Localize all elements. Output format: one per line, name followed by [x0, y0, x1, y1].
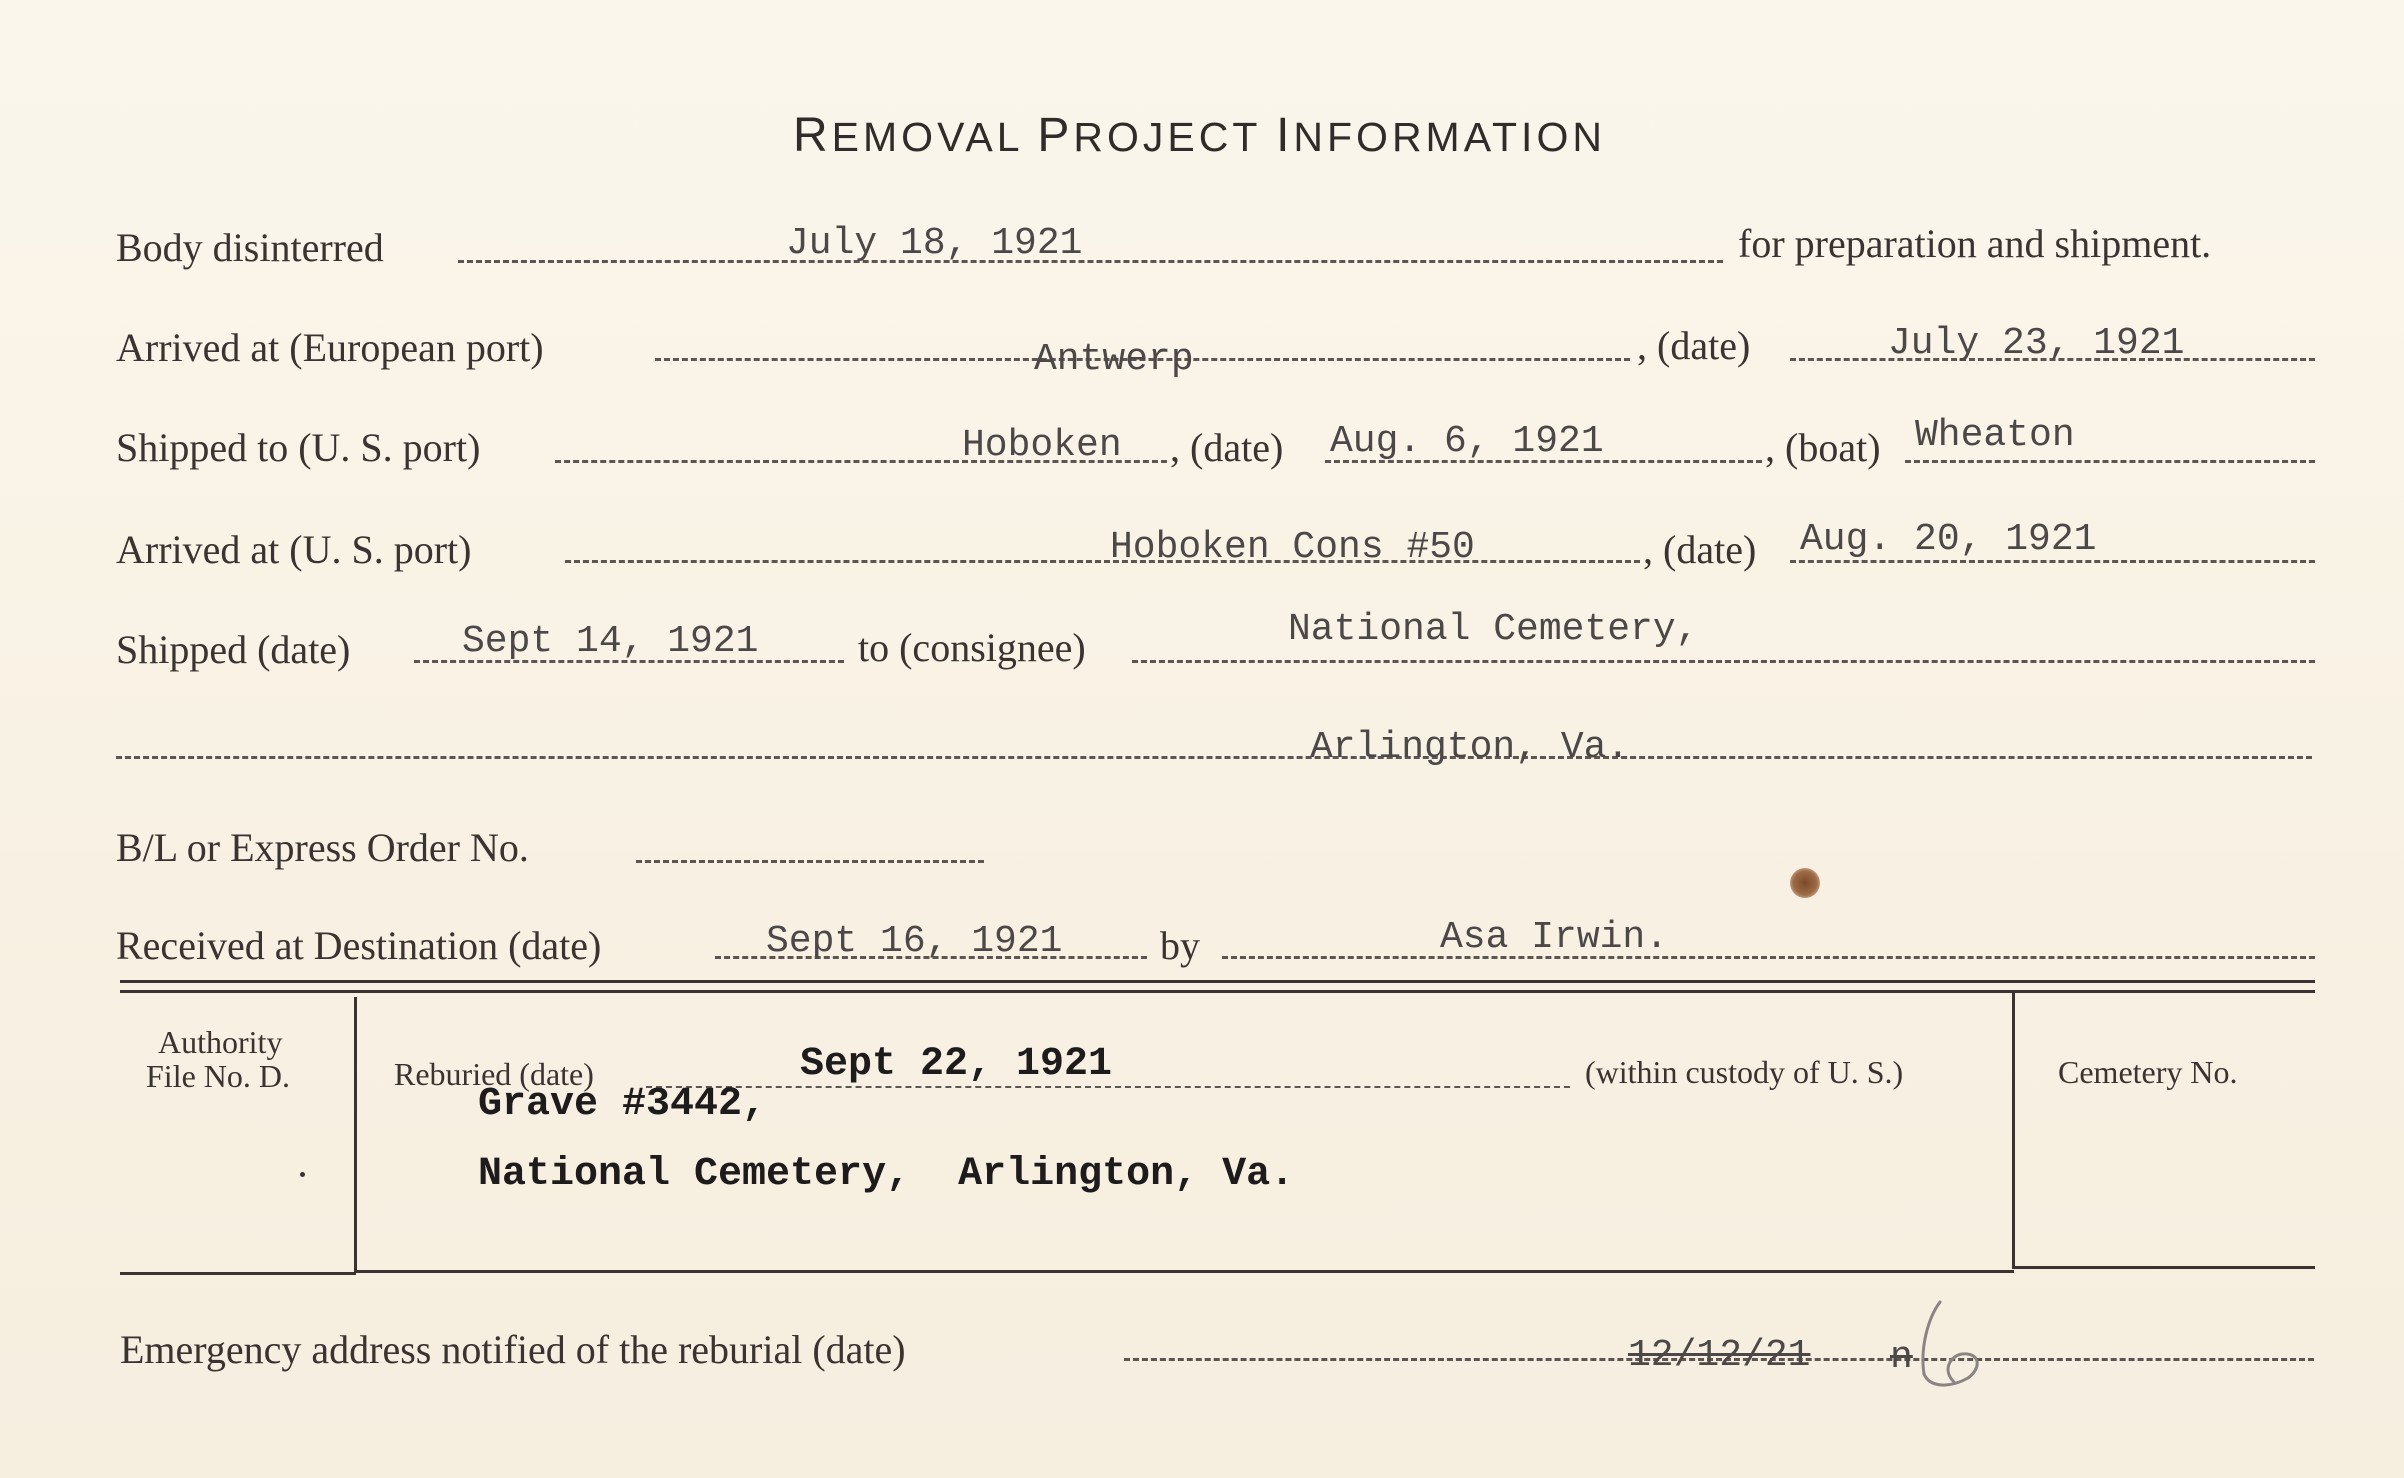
box-bottom-rule-left [120, 1272, 356, 1275]
handwritten-mark-icon [1910, 1288, 2010, 1398]
consignee-line-2 [116, 756, 2312, 759]
bl-order-label: B/L or Express Order No. [116, 825, 529, 870]
shipped-date-value: Sept 14, 1921 [462, 620, 759, 663]
arrived-european-value: Antwerp [1034, 338, 1194, 381]
arrived-us-date-label: , (date) [1643, 527, 1757, 572]
body-disinterred-line [458, 260, 1723, 263]
box-top-rule-2 [120, 990, 2315, 993]
emergency-initials: n [1890, 1336, 1913, 1379]
arrived-us-label: Arrived at (U. S. port) [116, 527, 472, 572]
arrived-european-date-label: , (date) [1637, 323, 1751, 368]
arrived-us-line [565, 560, 1640, 563]
shipped-to-us-value: Hoboken [962, 424, 1122, 467]
arrived-european-date-value: July 23, 1921 [1888, 322, 2185, 365]
consignee-line [1132, 660, 2315, 663]
authority-label-1: Authority [158, 1024, 283, 1060]
cemetery-no-label: Cemetery No. [2058, 1054, 2238, 1090]
received-by-line [1222, 956, 2315, 959]
reburied-value: Sept 22, 1921 [800, 1042, 1113, 1087]
consignee-value-2: Arlington, Va. [1310, 726, 1630, 769]
card-title: REMOVAL PROJECT INFORMATION [793, 109, 1606, 162]
consignee-label: to (consignee) [858, 625, 1086, 670]
body-disinterred-suffix: for preparation and shipment. [1738, 221, 2212, 266]
shipped-to-us-label: Shipped to (U. S. port) [116, 425, 481, 470]
emergency-label: Emergency address notified of the reburial (date) [120, 1327, 906, 1372]
bl-order-line [636, 860, 984, 863]
arrived-european-label: Arrived at (European port) [116, 325, 544, 370]
body-disinterred-value: July 18, 1921 [786, 222, 1083, 265]
emergency-date-value: 12/12/21 [1628, 1334, 1811, 1377]
received-label: Received at Destination (date) [116, 923, 602, 968]
shipped-to-us-boat-label: , (boat) [1765, 425, 1881, 470]
received-by-value: Asa Irwin. [1440, 916, 1669, 959]
received-value: Sept 16, 1921 [766, 920, 1063, 963]
shipped-date-label: Shipped (date) [116, 627, 351, 672]
box-bottom-rule-right [2012, 1266, 2315, 1269]
arrived-us-date-value: Aug. 20, 1921 [1800, 518, 2097, 561]
box-divider-right [2012, 993, 2015, 1268]
reburial-cemetery: National Cemetery, Arlington, Va. [478, 1152, 1295, 1197]
ink-stain [1790, 868, 1820, 898]
shipped-to-us-boat-value: Wheaton [1915, 414, 2075, 457]
authority-label-2: File No. D. [146, 1058, 290, 1094]
box-top-rule-1 [120, 980, 2315, 983]
box-divider-left [354, 997, 357, 1272]
shipped-to-us-date-label: , (date) [1170, 425, 1284, 470]
arrived-us-value: Hoboken Cons #50 [1110, 526, 1475, 569]
consignee-value-1: National Cemetery, [1288, 608, 1699, 651]
shipped-to-us-date-value: Aug. 6, 1921 [1330, 420, 1604, 463]
authority-mark [300, 1172, 305, 1177]
received-by-label: by [1160, 923, 1200, 968]
reburied-label: Reburied (date) [394, 1056, 594, 1092]
grave-number: Grave #3442, [478, 1082, 767, 1127]
shipped-to-us-boat-line [1905, 460, 2315, 463]
body-disinterred-label: Body disinterred [116, 225, 384, 270]
box-bottom-rule-mid [354, 1270, 2014, 1273]
custody-label: (within custody of U. S.) [1585, 1054, 1904, 1090]
